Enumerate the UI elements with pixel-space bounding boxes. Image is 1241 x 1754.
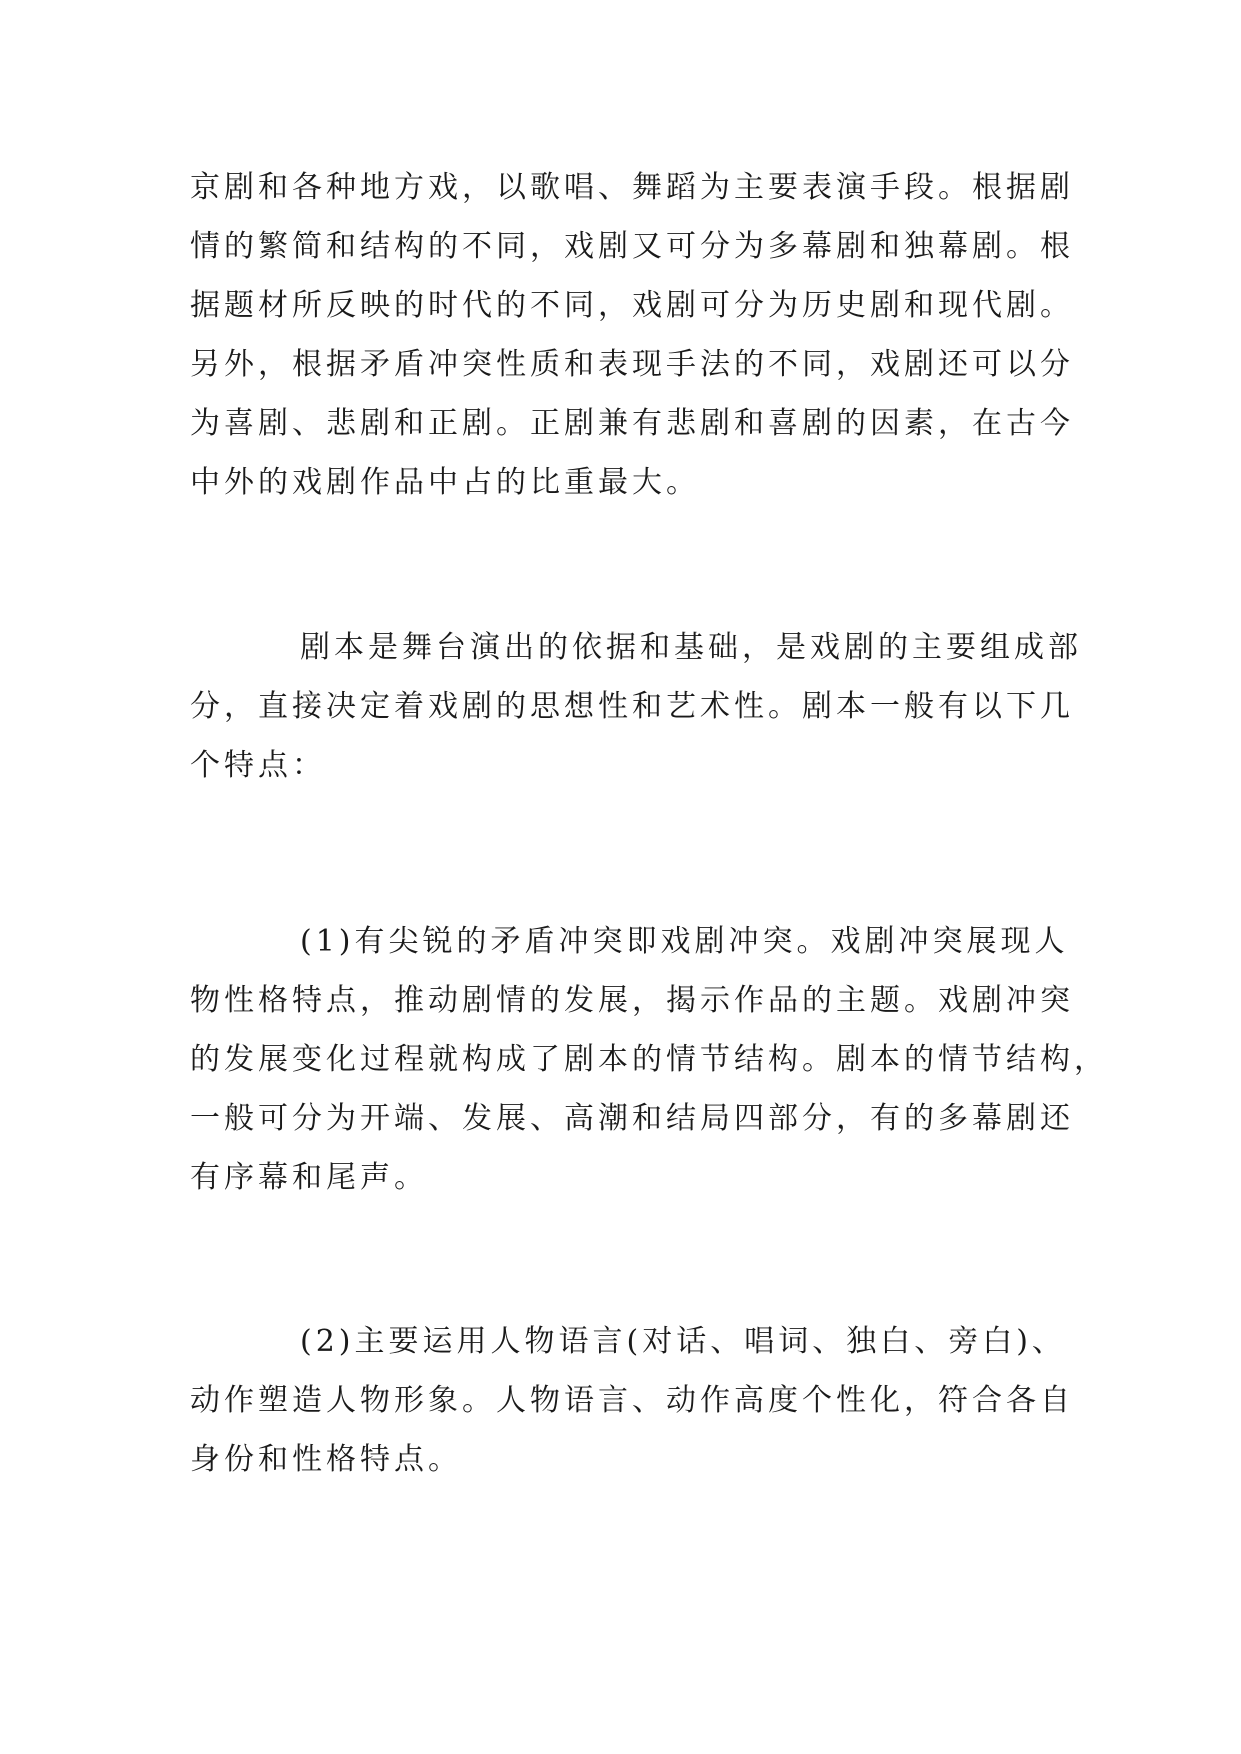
paragraph-line: 另外，根据矛盾冲突性质和表现手法的不同，戏剧还可以分 (190, 347, 1074, 382)
paragraph-line: (1)有尖锐的矛盾冲突即戏剧冲突。戏剧冲突展现人 (300, 924, 1069, 959)
paragraph-line: 动作塑造人物形象。人物语言、动作高度个性化，符合各自 (190, 1383, 1074, 1418)
paragraph-line: 分，直接决定着戏剧的思想性和艺术性。剧本一般有以下几 (190, 689, 1074, 724)
paragraph-line: 个特点： (190, 748, 326, 783)
paragraph-script-intro (190, 618, 1082, 795)
paragraph-line: 京剧和各种地方戏，以歌唱、舞蹈为主要表演手段。根据剧 (190, 170, 1074, 205)
paragraph-line: 情的繁简和结构的不同，戏剧又可分为多幕剧和独幕剧。根 (190, 229, 1074, 264)
paragraph-line: 身份和性格特点。 (190, 1442, 462, 1477)
paragraph-line: 物性格特点，推动剧情的发展，揭示作品的主题。戏剧冲突 (190, 983, 1074, 1018)
paragraph-drama-types (190, 158, 1074, 512)
paragraph-line: 剧本是舞台演出的依据和基础，是戏剧的主要组成部 (300, 630, 1082, 665)
paragraph-line: 有序幕和尾声。 (190, 1160, 428, 1195)
paragraph-line: 一般可分为开端、发展、高潮和结局四部分，有的多幕剧还 (190, 1101, 1074, 1136)
paragraph-line: 为喜剧、悲剧和正剧。正剧兼有悲剧和喜剧的因素，在古今 (190, 406, 1074, 441)
paragraph-line: 据题材所反映的时代的不同，戏剧可分为历史剧和现代剧。 (190, 288, 1074, 323)
paragraph-line: 中外的戏剧作品中占的比重最大。 (190, 465, 700, 500)
paragraph-line: 的发展变化过程就构成了剧本的情节结构。剧本的情节结构， (190, 1042, 1108, 1077)
paragraph-feature-2 (190, 1312, 1074, 1489)
paragraph-feature-1 (190, 912, 1108, 1207)
paragraph-line: (2)主要运用人物语言(对话、唱词、独白、旁白)、 (300, 1324, 1066, 1359)
